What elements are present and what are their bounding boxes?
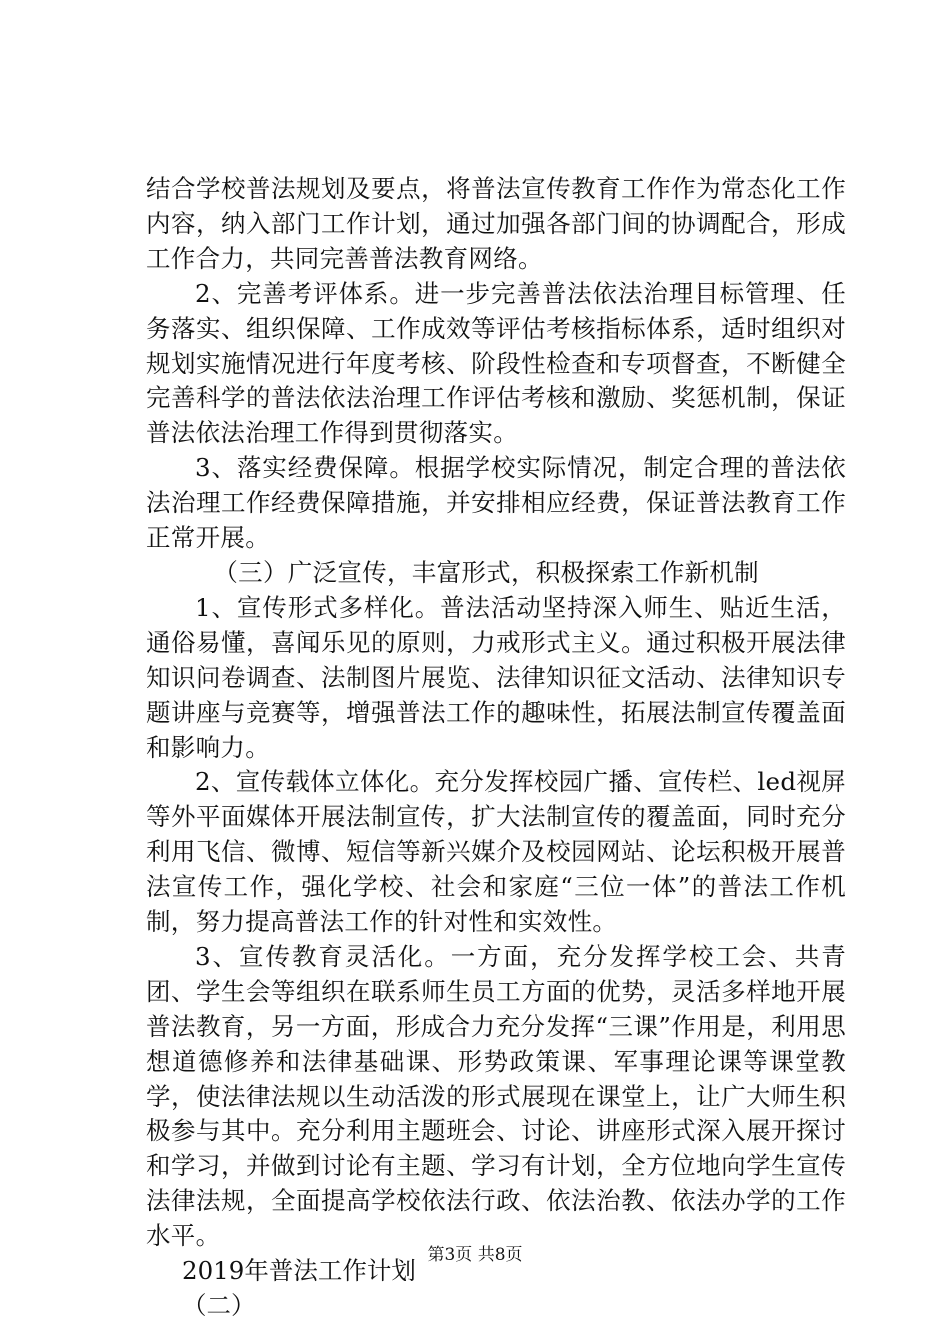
paragraph-diverse-forms: 1、宣传形式多样化。普法活动坚持深入师生、贴近生活，通俗易懂，喜闻乐见的原则，力戒形式主义。通过积极开展法律知识问卷调查、法制图片展览、法律知识征文活动、法律知识专题讲座与竞赛等，增强普法工作的趣味性，拓展法制宣传覆盖面和影响力。: [146, 592, 846, 762]
plan-title-line: 2019年普法工作计划: [182, 1256, 416, 1286]
document-body: [146, 172, 846, 1324]
paragraph-flexible-education: 3、宣传教育灵活化。一方面，充分发挥学校工会、共青团、学生会等组织在联系师生员工方面的优势，灵活多样地开展普法教育，另一方面，形成合力充分发挥“三课”作用是，利用思想道德修养和法律基础课、形势政策课、军事理论课等课堂教学，使法律法规以生动活泼的形式展现在课堂上，让广大师生积极参与其中。充分利用主题班会、讨论、讲座形式深入展开探讨和学习，并做到讨论有主题、学习有计划，全方位地向学生宣传法律法规，全面提高学校依法行政、依法治教、依法办学的工作水平。: [146, 941, 846, 1251]
plan-subsection-line: （二）: [182, 1291, 256, 1320]
paragraph-evaluation-system: 2、完善考评体系。进一步完善普法依法治理目标管理、任务落实、组织保障、工作成效等评估考核指标体系，适时组织对规划实施情况进行年度考核、阶段性检查和专项督查，不断健全完善科学的普法依法治理工作评估考核和激励、奖惩机制，保证普法依法治理工作得到贯彻落实。: [146, 278, 846, 448]
paragraph-intro: 结合学校普法规划及要点，将普法宣传教育工作作为常态化工作内容，纳入部门工作计划，通过加强各部门间的协调配合，形成工作合力，共同完善普法教育网络。: [146, 174, 846, 273]
section-heading-three: （三）广泛宣传，丰富形式，积极探索工作新机制: [213, 557, 759, 587]
page-number-footer: 第3页 共8页: [427, 1245, 523, 1265]
paragraph-media-carriers: 2、宣传载体立体化。充分发挥校园广播、宣传栏、led视屏等外平面媒体开展法制宣传，扩大法制宣传的覆盖面，同时充分利用飞信、微博、短信等新兴媒介及校园网站、论坛积极开展普法宣传工作，强化学校、社会和家庭“三位一体”的普法工作机制，努力提高普法工作的针对性和实效性。: [146, 767, 846, 937]
paragraph-funding-guarantee: 3、落实经费保障。根据学校实际情况，制定合理的普法依法治理工作经费保障措施，并安排相应经费，保证普法教育工作正常开展。: [146, 453, 846, 553]
